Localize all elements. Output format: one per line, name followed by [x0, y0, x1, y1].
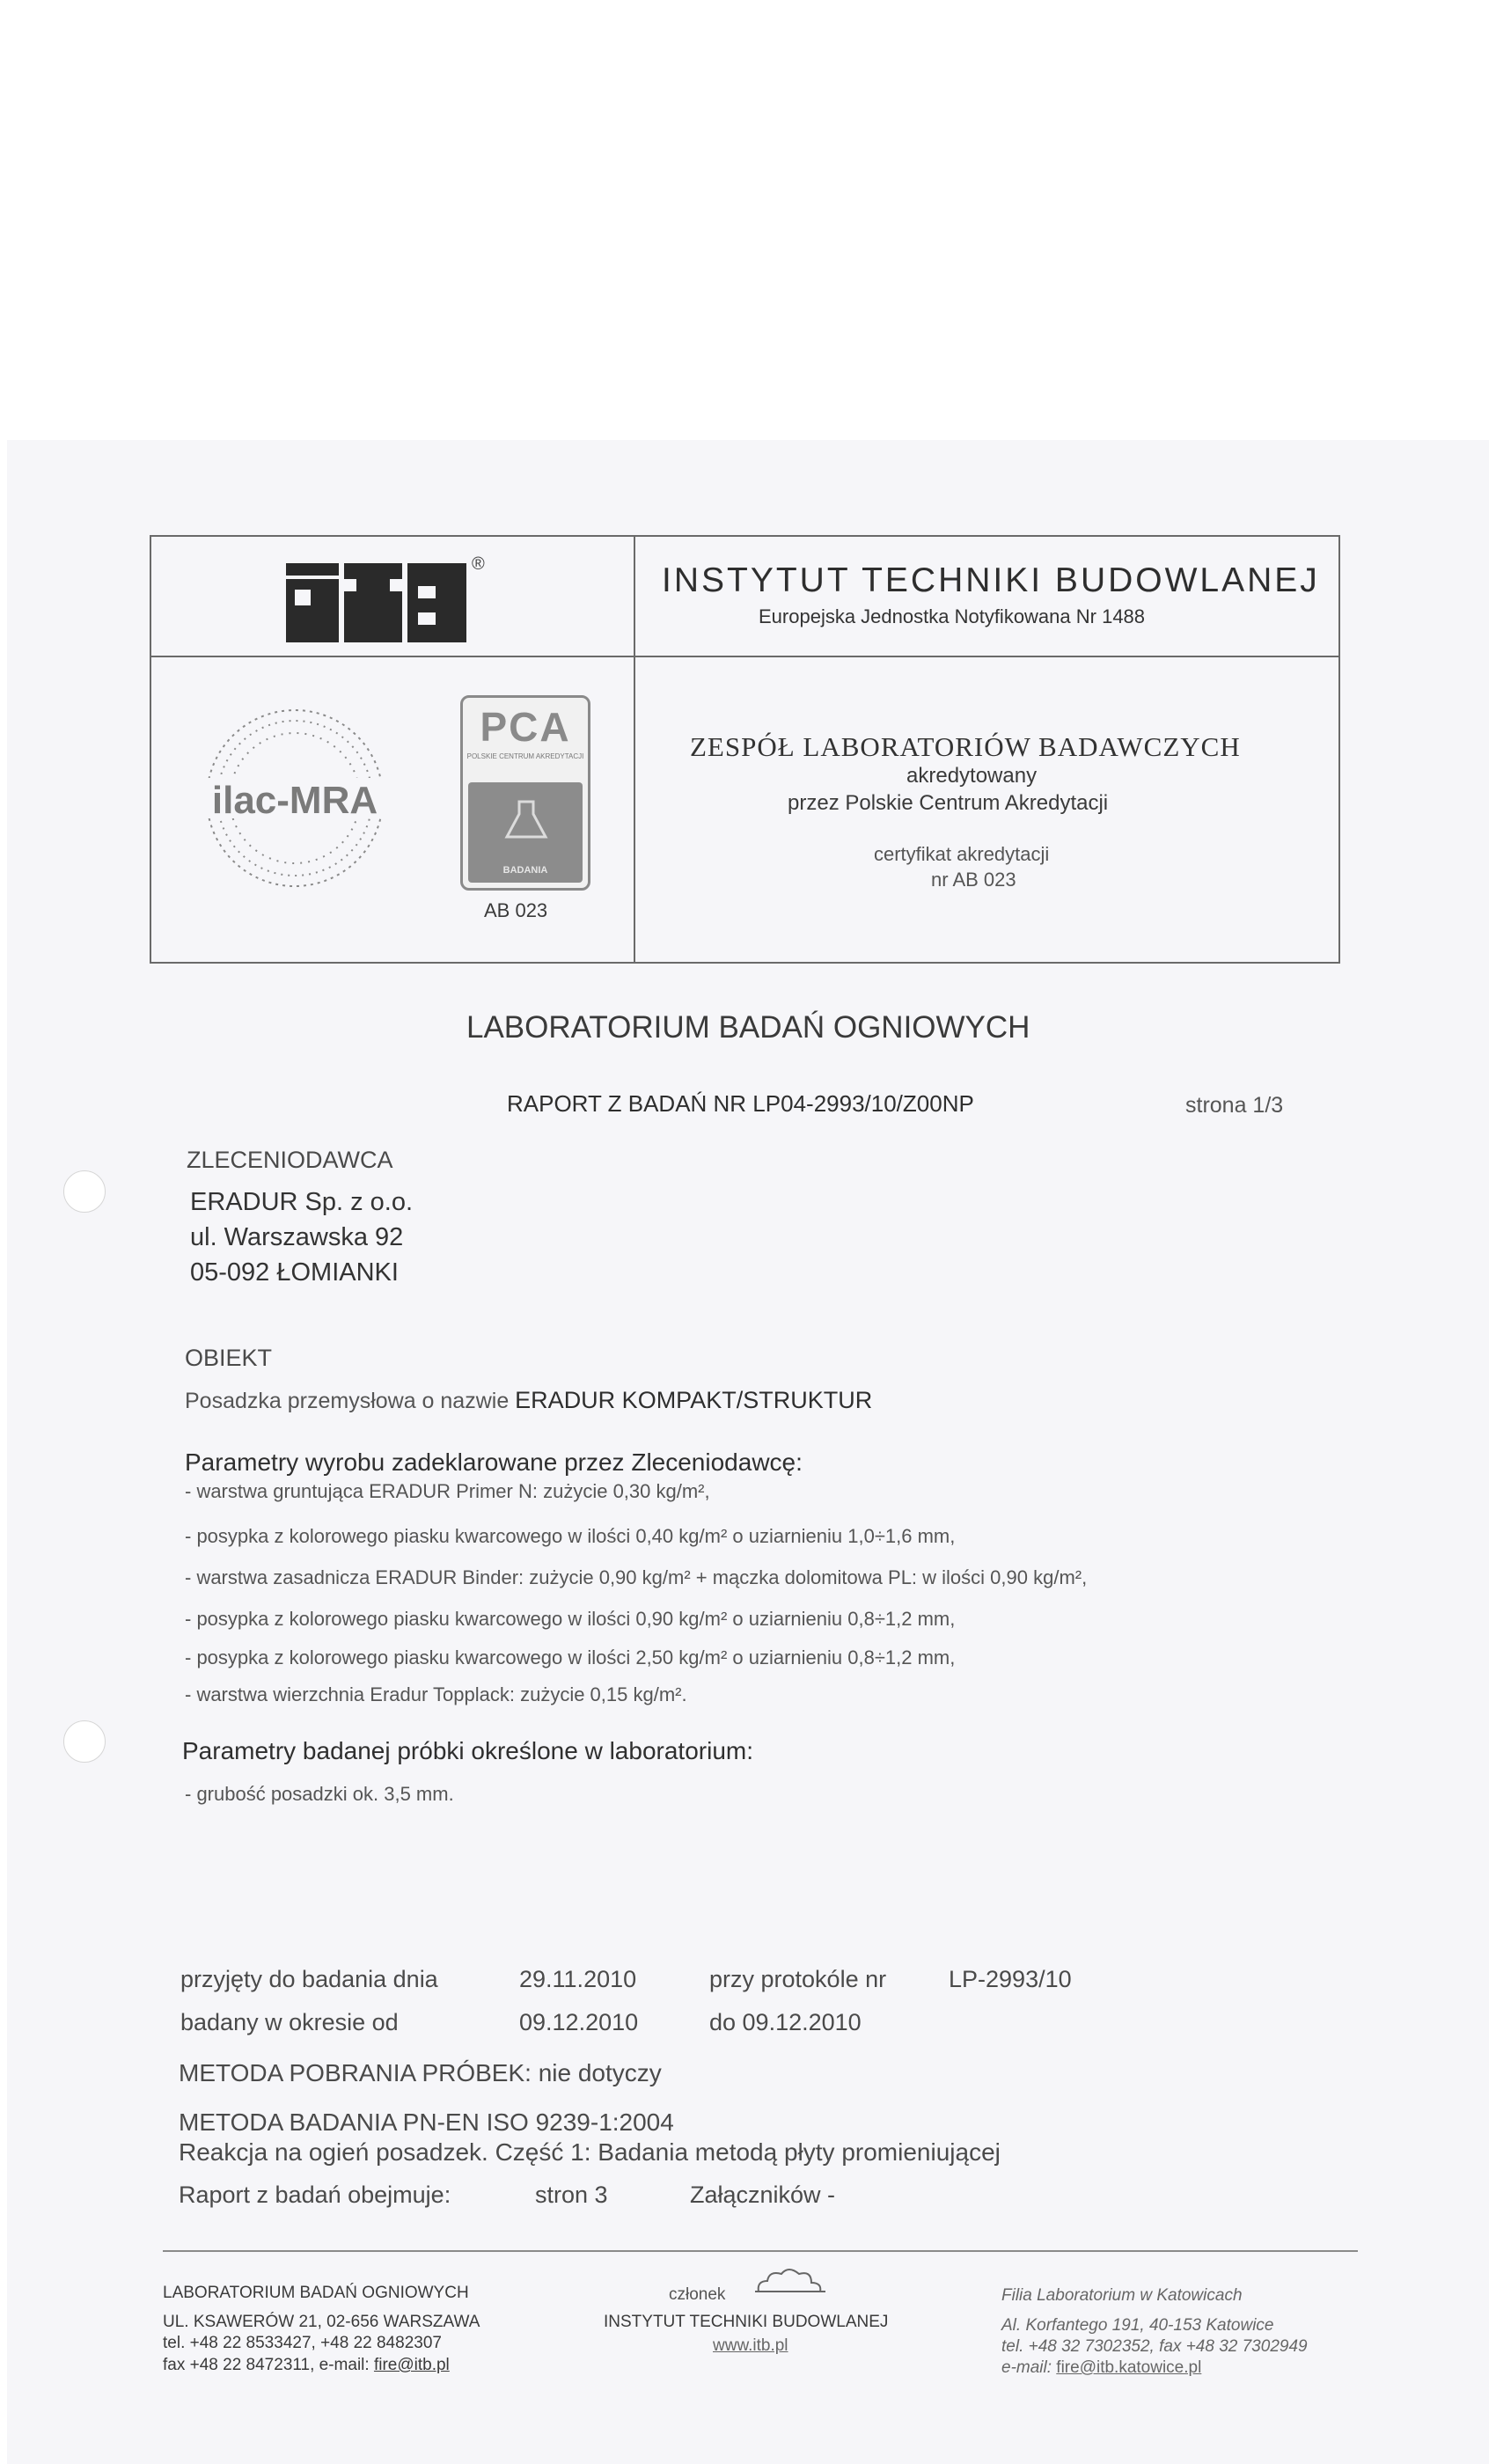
object-description: Posadzka przemysłowa o nazwie ERADUR KOMPAKT/STRUKTUR	[185, 1387, 873, 1413]
svg-text:ilac-MRA: ilac-MRA	[211, 779, 378, 822]
declared-param-item: - posypka z kolorowego piasku kwarcowego w ilości 0,40 kg/m² o uziarnieniu 1,0÷1,6 mm,	[185, 1525, 956, 1547]
header-divider-vertical	[634, 535, 635, 964]
accreditor-text: przez Polskie Centrum Akredytacji	[788, 791, 1109, 815]
protocol-label: przy protokóle nr	[709, 1966, 887, 1992]
pca-badge-label: BADANIA	[502, 865, 548, 876]
footer-lab-fax: fax +48 22 8472311, e-mail: fire@itb.pl	[163, 2356, 450, 2374]
certificate-label: certyfikat akredytacji	[874, 843, 1050, 865]
declared-param-item: - posypka z kolorowego piasku kwarcowego w ilości 0,90 kg/m² o uziarnieniu 0,8÷1,2 mm,	[185, 1608, 956, 1630]
tested-from-date: 09.12.2010	[519, 2009, 639, 2035]
laboratory-title: LABORATORIUM BADAŃ OGNIOWYCH	[466, 1010, 1030, 1045]
footer-member-institute: INSTYTUT TECHNIKI BUDOWLANEJ	[604, 2313, 889, 2331]
flask-icon	[502, 796, 551, 846]
footer-member-label: członek	[669, 2285, 726, 2304]
declared-params-heading: Parametry wyrobu zadeklarowane przez Zleceniodawcę:	[185, 1448, 803, 1476]
tested-params-heading: Parametry badanej próbki określone w laboratorium:	[182, 1737, 753, 1764]
footer-branch-phone: tel. +48 32 7302352, fax +48 32 7302949	[1001, 2337, 1308, 2356]
report-contains-label: Raport z badań obejmuje:	[179, 2182, 451, 2208]
footer-branch-name: Filia Laboratorium w Katowicach	[1001, 2286, 1243, 2305]
test-method: METODA BADANIA PN-EN ISO 9239-1:2004	[179, 2108, 674, 2136]
itb-logo	[286, 563, 466, 642]
punch-hole	[63, 1720, 106, 1763]
institute-name: INSTYTUT TECHNIKI BUDOWLANEJ	[662, 561, 1320, 599]
footer-divider	[163, 2250, 1358, 2252]
declared-param-item: - warstwa wierzchnia Eradur Topplack: zużycie 0,15 kg/m².	[185, 1683, 687, 1705]
received-label: przyjęty do badania dnia	[180, 1966, 438, 1992]
footer-branch-address: Al. Korfantego 191, 40-153 Katowice	[1001, 2316, 1274, 2335]
declared-param-item: - posypka z kolorowego piasku kwarcowego w ilości 2,50 kg/m² o uziarnieniu 0,8÷1,2 mm,	[185, 1646, 956, 1668]
footer-website-link[interactable]: www.itb.pl	[713, 2336, 788, 2355]
footer-branch-email[interactable]: fire@itb.katowice.pl	[1056, 2358, 1202, 2377]
client-city: 05-092 ŁOMIANKI	[190, 1258, 399, 1287]
footer-lab-address: UL. KSAWERÓW 21, 02-656 WARSZAWA	[163, 2313, 480, 2331]
accredited-text: akredytowany	[906, 764, 1038, 788]
ilac-mra-logo	[189, 697, 400, 899]
punch-hole	[63, 1170, 106, 1213]
notified-body: Europejska Jednostka Notyfikowana Nr 1488	[759, 605, 1146, 627]
pca-title: PCA	[480, 704, 571, 750]
pca-logo	[460, 695, 590, 891]
product-name: ERADUR KOMPAKT/STRUKTUR	[515, 1387, 873, 1413]
footer-branch-email-line: e-mail: fire@itb.katowice.pl	[1001, 2358, 1202, 2377]
page-count: stron 3	[535, 2182, 608, 2208]
report-number: RAPORT Z BADAŃ NR LP04-2993/10/Z00NP	[507, 1090, 974, 1117]
header-divider-horizontal	[150, 656, 1340, 657]
tested-period-label: badany w okresie od	[180, 2009, 399, 2035]
received-date: 29.11.2010	[519, 1966, 637, 1992]
client-heading: ZLECENIODAWCA	[187, 1147, 393, 1173]
tested-to-date: do 09.12.2010	[709, 2009, 862, 2035]
pca-number: AB 023	[484, 899, 548, 921]
attachment-count: Załączników -	[690, 2182, 836, 2208]
lab-group-title: ZESPÓŁ LABORATORIÓW BADAWCZYCH	[690, 731, 1241, 762]
cloud-logo-icon	[753, 2263, 827, 2299]
declared-param-item: - warstwa gruntująca ERADUR Primer N: zużycie 0,30 kg/m²,	[185, 1480, 710, 1502]
pca-small-text: POLSKIE CENTRUM AKREDYTACJI	[466, 752, 584, 760]
registered-mark: ®	[472, 554, 485, 574]
footer-lab-email[interactable]: fire@itb.pl	[373, 2356, 450, 2374]
pca-badge-panel	[468, 782, 583, 883]
client-name: ERADUR Sp. z o.o.	[190, 1188, 414, 1216]
sampling-method: METODA POBRANIA PRÓBEK: nie dotyczy	[179, 2059, 662, 2086]
footer-lab-name: LABORATORIUM BADAŃ OGNIOWYCH	[163, 2284, 469, 2302]
client-street: ul. Warszawska 92	[190, 1223, 404, 1251]
test-method-description: Reakcja na ogień posadzek. Część 1: Badania metodą płyty promieniującej	[179, 2138, 1001, 2166]
protocol-number: LP-2993/10	[949, 1966, 1072, 1992]
object-heading: OBIEKT	[185, 1345, 273, 1371]
page-indicator: strona 1/3	[1185, 1093, 1284, 1118]
footer-lab-phone: tel. +48 22 8533427, +48 22 8482307	[163, 2334, 442, 2352]
declared-param-item: - warstwa zasadnicza ERADUR Binder: zużycie 0,90 kg/m² + mączka dolomitowa PL: w ilości 0,90 kg/m²,	[185, 1566, 1088, 1588]
tested-param-item: - grubość posadzki ok. 3,5 mm.	[185, 1783, 454, 1805]
certificate-number: nr AB 023	[931, 869, 1016, 891]
